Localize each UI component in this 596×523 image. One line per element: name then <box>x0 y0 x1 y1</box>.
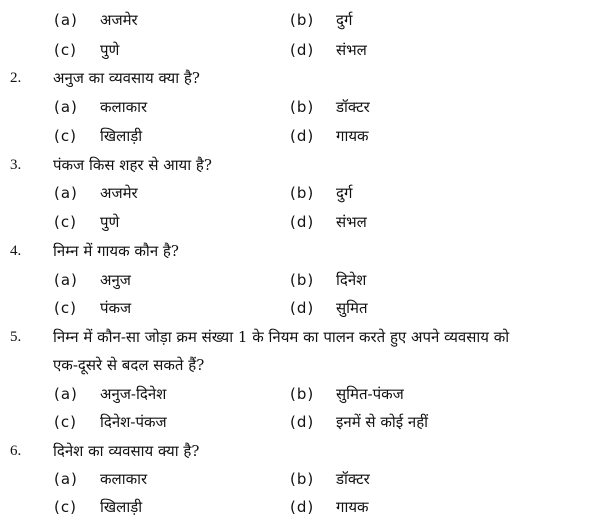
option-a <box>54 465 147 493</box>
option-row <box>0 380 596 408</box>
option-text: खिलाड़ी <box>100 127 143 145</box>
option-label: (a) <box>54 385 78 403</box>
option-label: (b) <box>290 470 315 488</box>
option-b <box>290 179 352 207</box>
option-d <box>290 122 369 150</box>
option-row <box>0 36 596 64</box>
option-label: (b) <box>290 98 315 116</box>
option-label: (d) <box>290 413 315 431</box>
option-text: डॉक्टर <box>336 98 370 116</box>
option-row <box>0 465 596 493</box>
option-label: (a) <box>54 184 78 202</box>
option-label: (d) <box>290 498 315 516</box>
option-label: (a) <box>54 11 78 29</box>
option-text: दिनेश-पंकज <box>100 413 167 431</box>
question-number: 3. <box>10 157 22 173</box>
question-4 <box>0 237 596 265</box>
option-text: दुर्ग <box>336 184 353 202</box>
option-text: सुमित-पंकज <box>336 385 404 403</box>
option-label: (c) <box>54 299 77 317</box>
option-text: दिनेश <box>336 271 367 289</box>
option-a <box>54 6 138 34</box>
option-text: गायक <box>336 127 369 145</box>
option-d <box>290 36 367 64</box>
option-label: (d) <box>290 213 315 231</box>
option-a <box>54 380 166 408</box>
option-row <box>0 408 596 436</box>
option-label: (c) <box>54 498 77 516</box>
question-text: दिनेश का व्यवसाय क्या है? <box>53 442 200 460</box>
option-text: अनुज <box>100 271 131 289</box>
option-row <box>0 493 596 521</box>
question-number: 6. <box>10 443 22 459</box>
option-label: (c) <box>54 413 77 431</box>
option-text: कलाकार <box>100 470 148 488</box>
option-c <box>54 208 119 236</box>
option-text: अजमेर <box>100 11 138 29</box>
question-text-line-2: एक-दूसरे से बदल सकते हैं? <box>53 356 205 374</box>
option-row <box>0 93 596 121</box>
question-text: पंकज किस शहर से आया है? <box>53 156 212 174</box>
option-b <box>290 93 370 121</box>
option-label: (c) <box>54 127 77 145</box>
question-text: अनुज का व्यवसाय क्या है? <box>53 69 200 87</box>
option-text: संभल <box>336 41 367 59</box>
option-row <box>0 208 596 236</box>
question-number: 5. <box>10 329 22 345</box>
question-number: 2. <box>10 70 22 86</box>
option-text: खिलाड़ी <box>100 498 143 516</box>
option-label: (c) <box>54 213 77 231</box>
option-text: पंकज <box>100 299 132 317</box>
option-d <box>290 208 367 236</box>
option-label: (b) <box>290 271 315 289</box>
option-c <box>54 294 131 322</box>
option-d <box>290 294 368 322</box>
option-text: कलाकार <box>100 98 148 116</box>
option-c <box>54 408 167 436</box>
question-text-line-1: निम्न में कौन-सा जोड़ा क्रम संख्या 1 के नियम का पालन करते हुए अपने व्यवसाय को <box>53 328 510 346</box>
option-d <box>290 408 428 436</box>
option-a <box>54 179 138 207</box>
option-b <box>290 465 370 493</box>
option-row <box>0 179 596 207</box>
option-b <box>290 266 366 294</box>
option-text: अनुज-दिनेश <box>100 385 167 403</box>
option-a <box>54 266 131 294</box>
option-c <box>54 36 119 64</box>
question-2 <box>0 64 596 92</box>
option-text: इनमें से कोई नहीं <box>336 413 429 431</box>
option-text: संभल <box>336 213 367 231</box>
option-a <box>54 93 147 121</box>
option-label: (a) <box>54 271 78 289</box>
option-label: (d) <box>290 127 315 145</box>
option-b <box>290 6 352 34</box>
option-text: गायक <box>336 498 369 516</box>
option-label: (b) <box>290 385 315 403</box>
option-c <box>54 493 142 521</box>
option-label: (b) <box>290 184 315 202</box>
option-text: सुमित <box>336 299 368 317</box>
option-d <box>290 493 369 521</box>
option-label: (a) <box>54 98 78 116</box>
option-row <box>0 122 596 150</box>
question-5-continued <box>0 351 596 379</box>
option-row <box>0 294 596 322</box>
option-text: पुणे <box>100 41 120 59</box>
option-b <box>290 380 404 408</box>
option-label: (a) <box>54 470 78 488</box>
question-number: 4. <box>10 243 22 259</box>
option-row <box>0 6 596 34</box>
option-row <box>0 266 596 294</box>
option-text: पुणे <box>100 213 120 231</box>
option-text: डॉक्टर <box>336 470 370 488</box>
option-text: दुर्ग <box>336 11 353 29</box>
question-3 <box>0 151 596 179</box>
question-text: निम्न में गायक कौन है? <box>53 242 179 260</box>
option-label: (d) <box>290 299 315 317</box>
option-label: (b) <box>290 11 315 29</box>
question-5 <box>0 323 596 351</box>
question-6 <box>0 437 596 465</box>
option-label: (d) <box>290 41 315 59</box>
option-text: अजमेर <box>100 184 138 202</box>
option-label: (c) <box>54 41 77 59</box>
option-c <box>54 122 142 150</box>
